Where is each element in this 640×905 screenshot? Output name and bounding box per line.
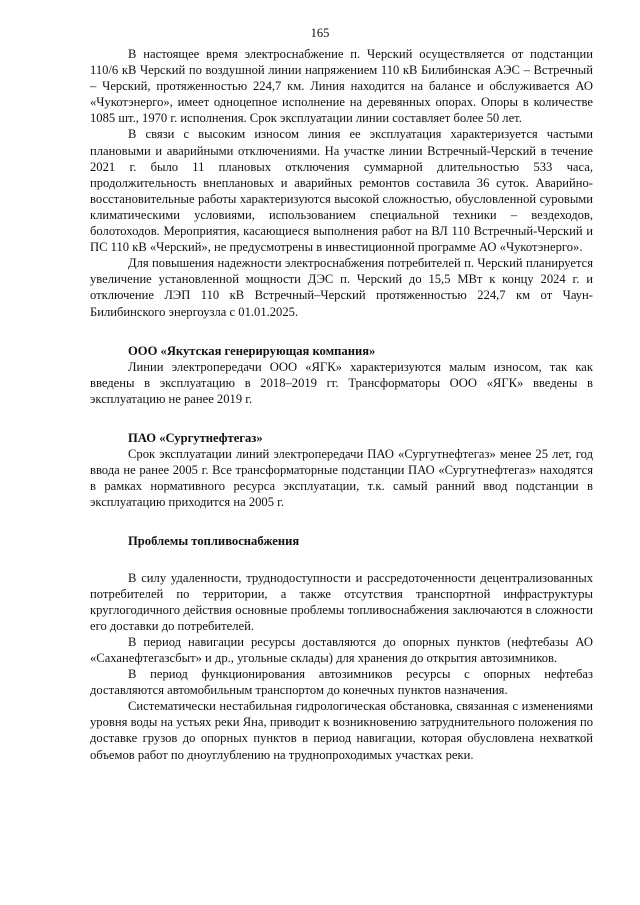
section-heading-surgut: ПАО «Сургутнефтегаз» [128, 430, 263, 445]
paragraph: В настоящее время электроснабжение п. Черский осуществляется от подстанции 110/6 кВ Черский по воздушной линии напряжением 110 кВ Билибинская АЭС – Встречный – Черский, протяженностью 224,7 км. Линия находится на балансе и обслуживается АО «Чукотэнерго», имеет одноцепное исполнение на деревянных опорах. Опоры в количестве 1085 шт., 1970 г. исполнения. Срок эксплуатации линии составляет более 50 лет. [90, 47, 593, 126]
section-heading-yagk: ООО «Якутская генерирующая компания» [128, 343, 376, 358]
paragraph: Для повышения надежности электроснабжения потребителей п. Черский планируется увеличение установленной мощности ДЭС п. Черский до 15,5 МВт к концу 2024 г. и отключение ЛЭП 110 кВ Встречный–Черский протяженностью 224,7 км от Чаун-Билибинского энергоузла с 01.01.2025. [90, 256, 593, 319]
document-body [90, 46, 593, 763]
paragraph: Срок эксплуатации линий электропередачи ПАО «Сургутнефтегаз» менее 25 лет, год ввода не ранее 2005 г. Все трансформаторные подстанции ПАО «Сургутнефтегаз» находятся в рамках нормативного ресурса эксплуатации, т.к. самый ранний ввод подстанции в эксплуатацию приходится на 2005 г. [90, 447, 593, 510]
paragraph: В период функционирования автозимников ресурсы с опорных нефтебаз доставляются автомобильным транспортом до конечных пунктов назначения. [90, 667, 593, 698]
paragraph: Линии электропередачи ООО «ЯГК» характеризуются малым износом, так как введены в эксплуатацию в 2018–2019 гг. Трансформаторы ООО «ЯГК» введены в эксплуатацию не ранее 2019 г. [90, 359, 593, 406]
section-heading-fuel: Проблемы топливоснабжения [128, 534, 300, 549]
paragraph: В период навигации ресурсы доставляются до опорных пунктов (нефтебазы АО «Саханефтегазсбыт» и др., угольные склады) для хранения до открытия автозимников. [90, 634, 593, 665]
paragraph: Систематически нестабильная гидрологическая обстановка, связанная с изменениями уровня воды на устьях реки Яна, приводит к возникновению затруднительного положения по доставке грузов до опорных пунктов в период навигации, которая обусловлена нехваткой объемов работ по дноуглублению на труднопроходимых участках реки. [90, 699, 593, 762]
paragraph: В связи с высоким износом линия ее эксплуатация характеризуется частыми плановыми и аварийными отключениями. На участке линии Встречный-Черский в течение 2021 г. было 11 плановых отключения суммарной длительностью 533 часа, продолжительность внеплановых и аварийных ремонтов составила 36 суток. Аварийно-восстановительные работы характеризуются высокой сложностью, обусловленной суровыми климатическими условиями, использованием специальной техники – вездеходов, болотоходов. Мероприятия, касающиеся выполнения работ на ВЛ 110 Встречный-Черский и ПС 110 кВ «Черский», не предусмотрены в инвестиционной программе АО «Чукотэнерго». [90, 127, 593, 255]
paragraph: В силу удаленности, труднодоступности и рассредоточенности децентрализованных потребителей по территории, а также отсутствия транспортной инфраструктуры круглогодичного действия основные проблемы топливоснабжения заключаются в сложности его доставки до потребителей. [90, 570, 593, 633]
page-number: 165 [310, 26, 330, 40]
